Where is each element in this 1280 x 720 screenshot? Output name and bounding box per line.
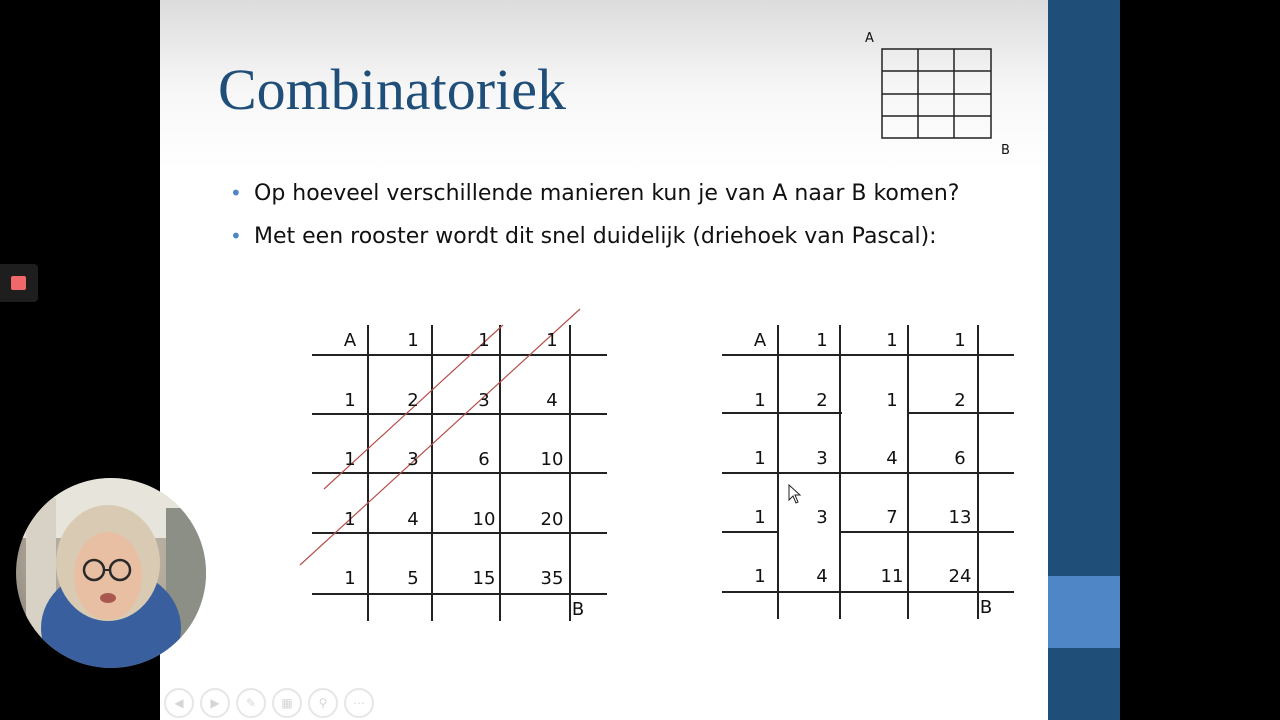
grid-cell: 5 [407, 568, 419, 589]
zoom-icon[interactable]: ⚲ [308, 688, 338, 718]
prev-icon[interactable]: ◀ [164, 688, 194, 718]
grid-cell: 6 [954, 448, 966, 469]
grid-cell: 1 [344, 390, 356, 411]
bullet-text: Op hoeveel verschillende manieren kun je van A naar B komen? [254, 181, 960, 206]
grid-cell: 4 [816, 566, 828, 587]
grid-cell: 15 [472, 568, 496, 589]
grid-cell: 1 [754, 390, 766, 411]
grid-cell: 1 [954, 330, 966, 351]
bullet-dot-icon: • [230, 181, 242, 205]
stop-record-icon [11, 276, 26, 290]
grid-end-label: B [979, 597, 993, 618]
grid-cell: 6 [478, 449, 490, 470]
grid-cell: 1 [754, 566, 766, 587]
presenter-webcam [16, 478, 206, 668]
grid-cell: 7 [886, 507, 898, 528]
side-band-highlight [1048, 576, 1120, 648]
bullet-item [228, 172, 1028, 215]
grid-cell: 11 [880, 566, 904, 587]
grid-cell: 4 [407, 509, 419, 530]
grid-cell: 1 [754, 507, 766, 528]
grid-cell: A [343, 330, 357, 351]
grid-cell: 4 [546, 390, 558, 411]
grid-cell: 3 [816, 448, 828, 469]
grid-cell: 13 [948, 507, 972, 528]
next-icon[interactable]: ▶ [200, 688, 230, 718]
grid-cell: 3 [478, 390, 490, 411]
grid-end-label: B [571, 599, 585, 620]
bullet-item [228, 215, 1028, 258]
grid-cell: 2 [954, 390, 966, 411]
grid-cell: 20 [540, 509, 564, 530]
mini-grid [850, 28, 1020, 168]
grid-cell: 3 [816, 507, 828, 528]
mouse-cursor-icon [788, 484, 802, 504]
grid-cell: 10 [540, 449, 564, 470]
grid-cell: 1 [344, 509, 356, 530]
pen-icon[interactable]: ✎ [236, 688, 266, 718]
bullet-list [228, 172, 1028, 258]
slides-icon[interactable]: ▦ [272, 688, 302, 718]
grid-cell: 35 [540, 568, 564, 589]
record-stop-button[interactable] [0, 264, 38, 302]
presenter-image [16, 478, 206, 668]
grid-cell: 3 [407, 449, 419, 470]
slide-title: Combinatoriek [218, 57, 566, 122]
grid-cell: 1 [407, 330, 419, 351]
grid-cell: 1 [478, 330, 490, 351]
bullet-text: Met een rooster wordt dit snel duidelijk (driehoek van Pascal): [254, 224, 937, 249]
grid-cell: 1 [816, 330, 828, 351]
grid-cell: 1 [886, 390, 898, 411]
mini-grid-lines [850, 28, 1020, 168]
grid-cell: 2 [816, 390, 828, 411]
grid-cell: A [753, 330, 767, 351]
grid-cell: 1 [344, 449, 356, 470]
grid-cell: 10 [472, 509, 496, 530]
grid-cell: 1 [886, 330, 898, 351]
grid-cell: 1 [546, 330, 558, 351]
grid-cell: 4 [886, 448, 898, 469]
mini-grid-start-label: A [865, 31, 874, 46]
slide [160, 0, 1048, 720]
grid-cell: 1 [344, 568, 356, 589]
grid-cell: 24 [948, 566, 972, 587]
grid-cell: 1 [754, 448, 766, 469]
grid-cell: 2 [407, 390, 419, 411]
mini-grid-end-label: B [1001, 143, 1010, 158]
side-band [1048, 0, 1120, 720]
more-icon[interactable]: ⋯ [344, 688, 374, 718]
bullet-dot-icon: • [230, 224, 242, 248]
